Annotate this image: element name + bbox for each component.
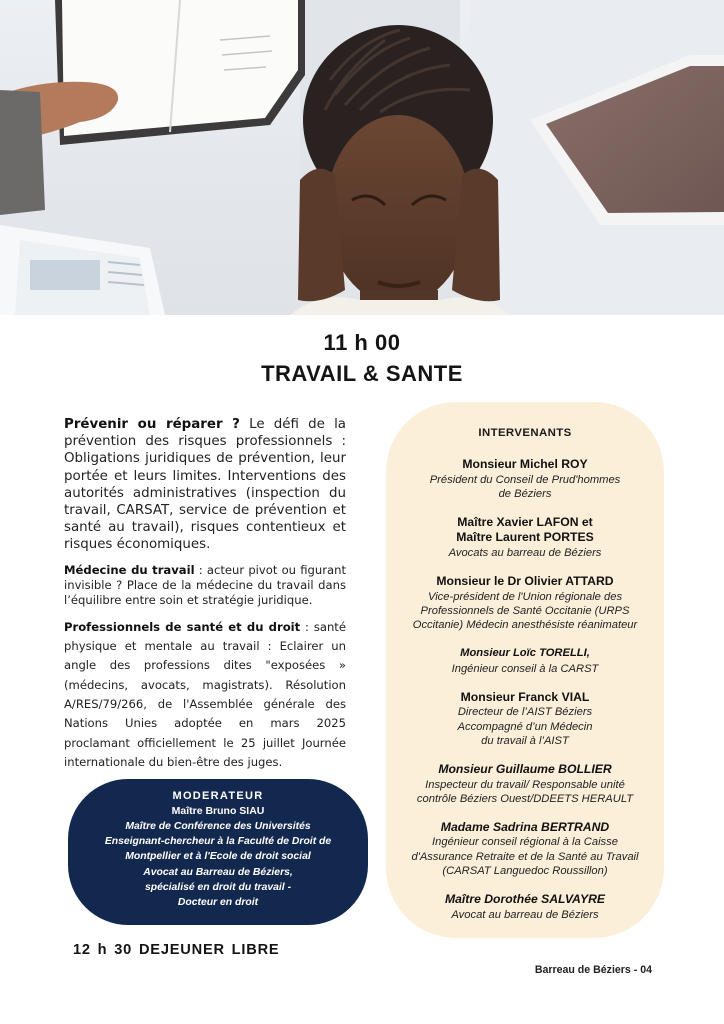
speaker-role: Avocat au barreau de Béziers: [451, 908, 599, 921]
page-footer: Barreau de Béziers - 04: [534, 964, 652, 976]
speaker-role: Inspecteur du travail/ Responsable unité: [425, 778, 625, 791]
speaker-role: Accompagné d’un Médecin: [457, 720, 593, 733]
moderator-name: Maître Bruno SIAU: [171, 805, 265, 817]
moderator-heading: MODERATEUR: [172, 790, 264, 802]
speaker-name: Maître Xavier LAFON et: [457, 514, 593, 529]
paragraph-medecine-lead: Médecine du travail: [64, 562, 195, 577]
paragraph-professionnels: [64, 618, 346, 772]
speaker-role: Ingénieur conseil à la CARST: [451, 662, 599, 675]
speaker-entry: [386, 762, 664, 806]
speaker-role: contrôle Béziers Ouest/DDEETS HERAULT: [416, 792, 634, 805]
speaker-role: Professionnels de Santé Occitanie (URPS: [420, 604, 630, 617]
speaker-name: Maître Laurent PORTES: [456, 530, 594, 545]
speaker-entry: [386, 457, 664, 501]
speaker-name: Monsieur Michel ROY: [462, 457, 588, 471]
speaker-role: Ingénieur conseil régional à la Caisse: [432, 836, 618, 849]
paragraph-prevention-text: Le défi de la prévention des risques professionnels : Obligations juridiques de prévention, leur portée et leurs limites. Interventions des autorités administratives (inspection du travail, CARSAT, service de prévention et santé au travail), risques contentieux et risques économiques.: [64, 417, 347, 553]
paragraph-professionnels-text: : santé physique et mentale au travail : Eclairer un angle des professions dites "exposées » (médecins, avocats, magistrats). Résolution A/RES/79/266, de l'Assemblée générale des Nations Unies adoptée en mars 2025 proclamant officiellement le 25 juillet Journée internationale du bien-être des juges.: [64, 619, 346, 769]
speaker-role: Occitanie) Médecin anesthésiste réanimateur: [412, 619, 638, 632]
moderator-line: spécialisé en droit du travail -: [144, 881, 292, 893]
speaker-entry: [386, 515, 664, 560]
stressed-woman-illustration: [0, 0, 724, 315]
moderator-line: Docteur en droit: [177, 897, 259, 909]
paragraph-medecine-text: : acteur pivot ou figurant invisible ? Place de la médecine du travail dans l’équilibre entre soin et stratégie juridique.: [64, 562, 346, 608]
speaker-role: (CARSAT Languedoc Roussillon): [442, 864, 608, 877]
speaker-entry: [386, 690, 664, 748]
speaker-name: Monsieur le Dr Olivier ATTARD: [436, 574, 614, 589]
paragraph-professionnels-lead: Professionnels de santé et du droit: [64, 619, 301, 634]
lunch-break: 12 h 30 DEJEUNER LIBRE: [73, 942, 280, 958]
speakers-card: [386, 402, 664, 938]
moderator-line: Enseignant-chercheur à la Faculté de Droit de: [104, 836, 332, 848]
speaker-name: Maître Dorothée SALVAYRE: [444, 892, 606, 907]
paragraph-prevention: [64, 416, 346, 554]
speaker-role: Directeur de l’AIST Béziers: [457, 706, 593, 719]
moderator-line: Maître de Conférence des Universités: [125, 821, 311, 832]
speaker-entry: [386, 574, 664, 632]
paragraph-prevention-lead: Prévenir ou réparer ?: [64, 417, 240, 432]
speaker-name: Madame Sadrina BERTRAND: [440, 819, 610, 834]
speaker-entry: [386, 820, 664, 878]
speaker-name: Monsieur Franck VIAL: [460, 689, 590, 704]
paragraph-medecine: [64, 563, 346, 609]
speakers-heading: INTERVENANTS: [478, 427, 572, 439]
speaker-role: Président du Conseil de Prud'hommes: [429, 473, 621, 486]
speaker-role: Vice-président de l'Union régionale des: [427, 590, 623, 603]
speaker-name: Monsieur Guillaume BOLLIER: [438, 762, 612, 777]
speaker-entry: [386, 892, 664, 922]
speaker-role: Avocats au barreau de Béziers: [448, 546, 602, 559]
moderator-box: [68, 779, 368, 925]
speaker-role: de Béziers: [498, 487, 552, 500]
moderator-line: Avocat au Barreau de Béziers,: [143, 866, 293, 878]
session-title: TRAVAIL & SANTE: [261, 361, 463, 386]
speaker-name: Monsieur Loïc TORELLI,: [460, 647, 590, 660]
hero-photo: [0, 0, 724, 315]
description-column: [64, 416, 346, 772]
speaker-role: du travail à l’AIST: [481, 734, 569, 747]
speaker-entry: [386, 646, 664, 676]
moderator-line: Montpellier et à l'Ecole de droit social: [125, 851, 311, 863]
session-time: 11 h 00: [323, 330, 401, 355]
speaker-role: d'Assurance Retraite et de la Santé au Travail: [411, 850, 639, 863]
